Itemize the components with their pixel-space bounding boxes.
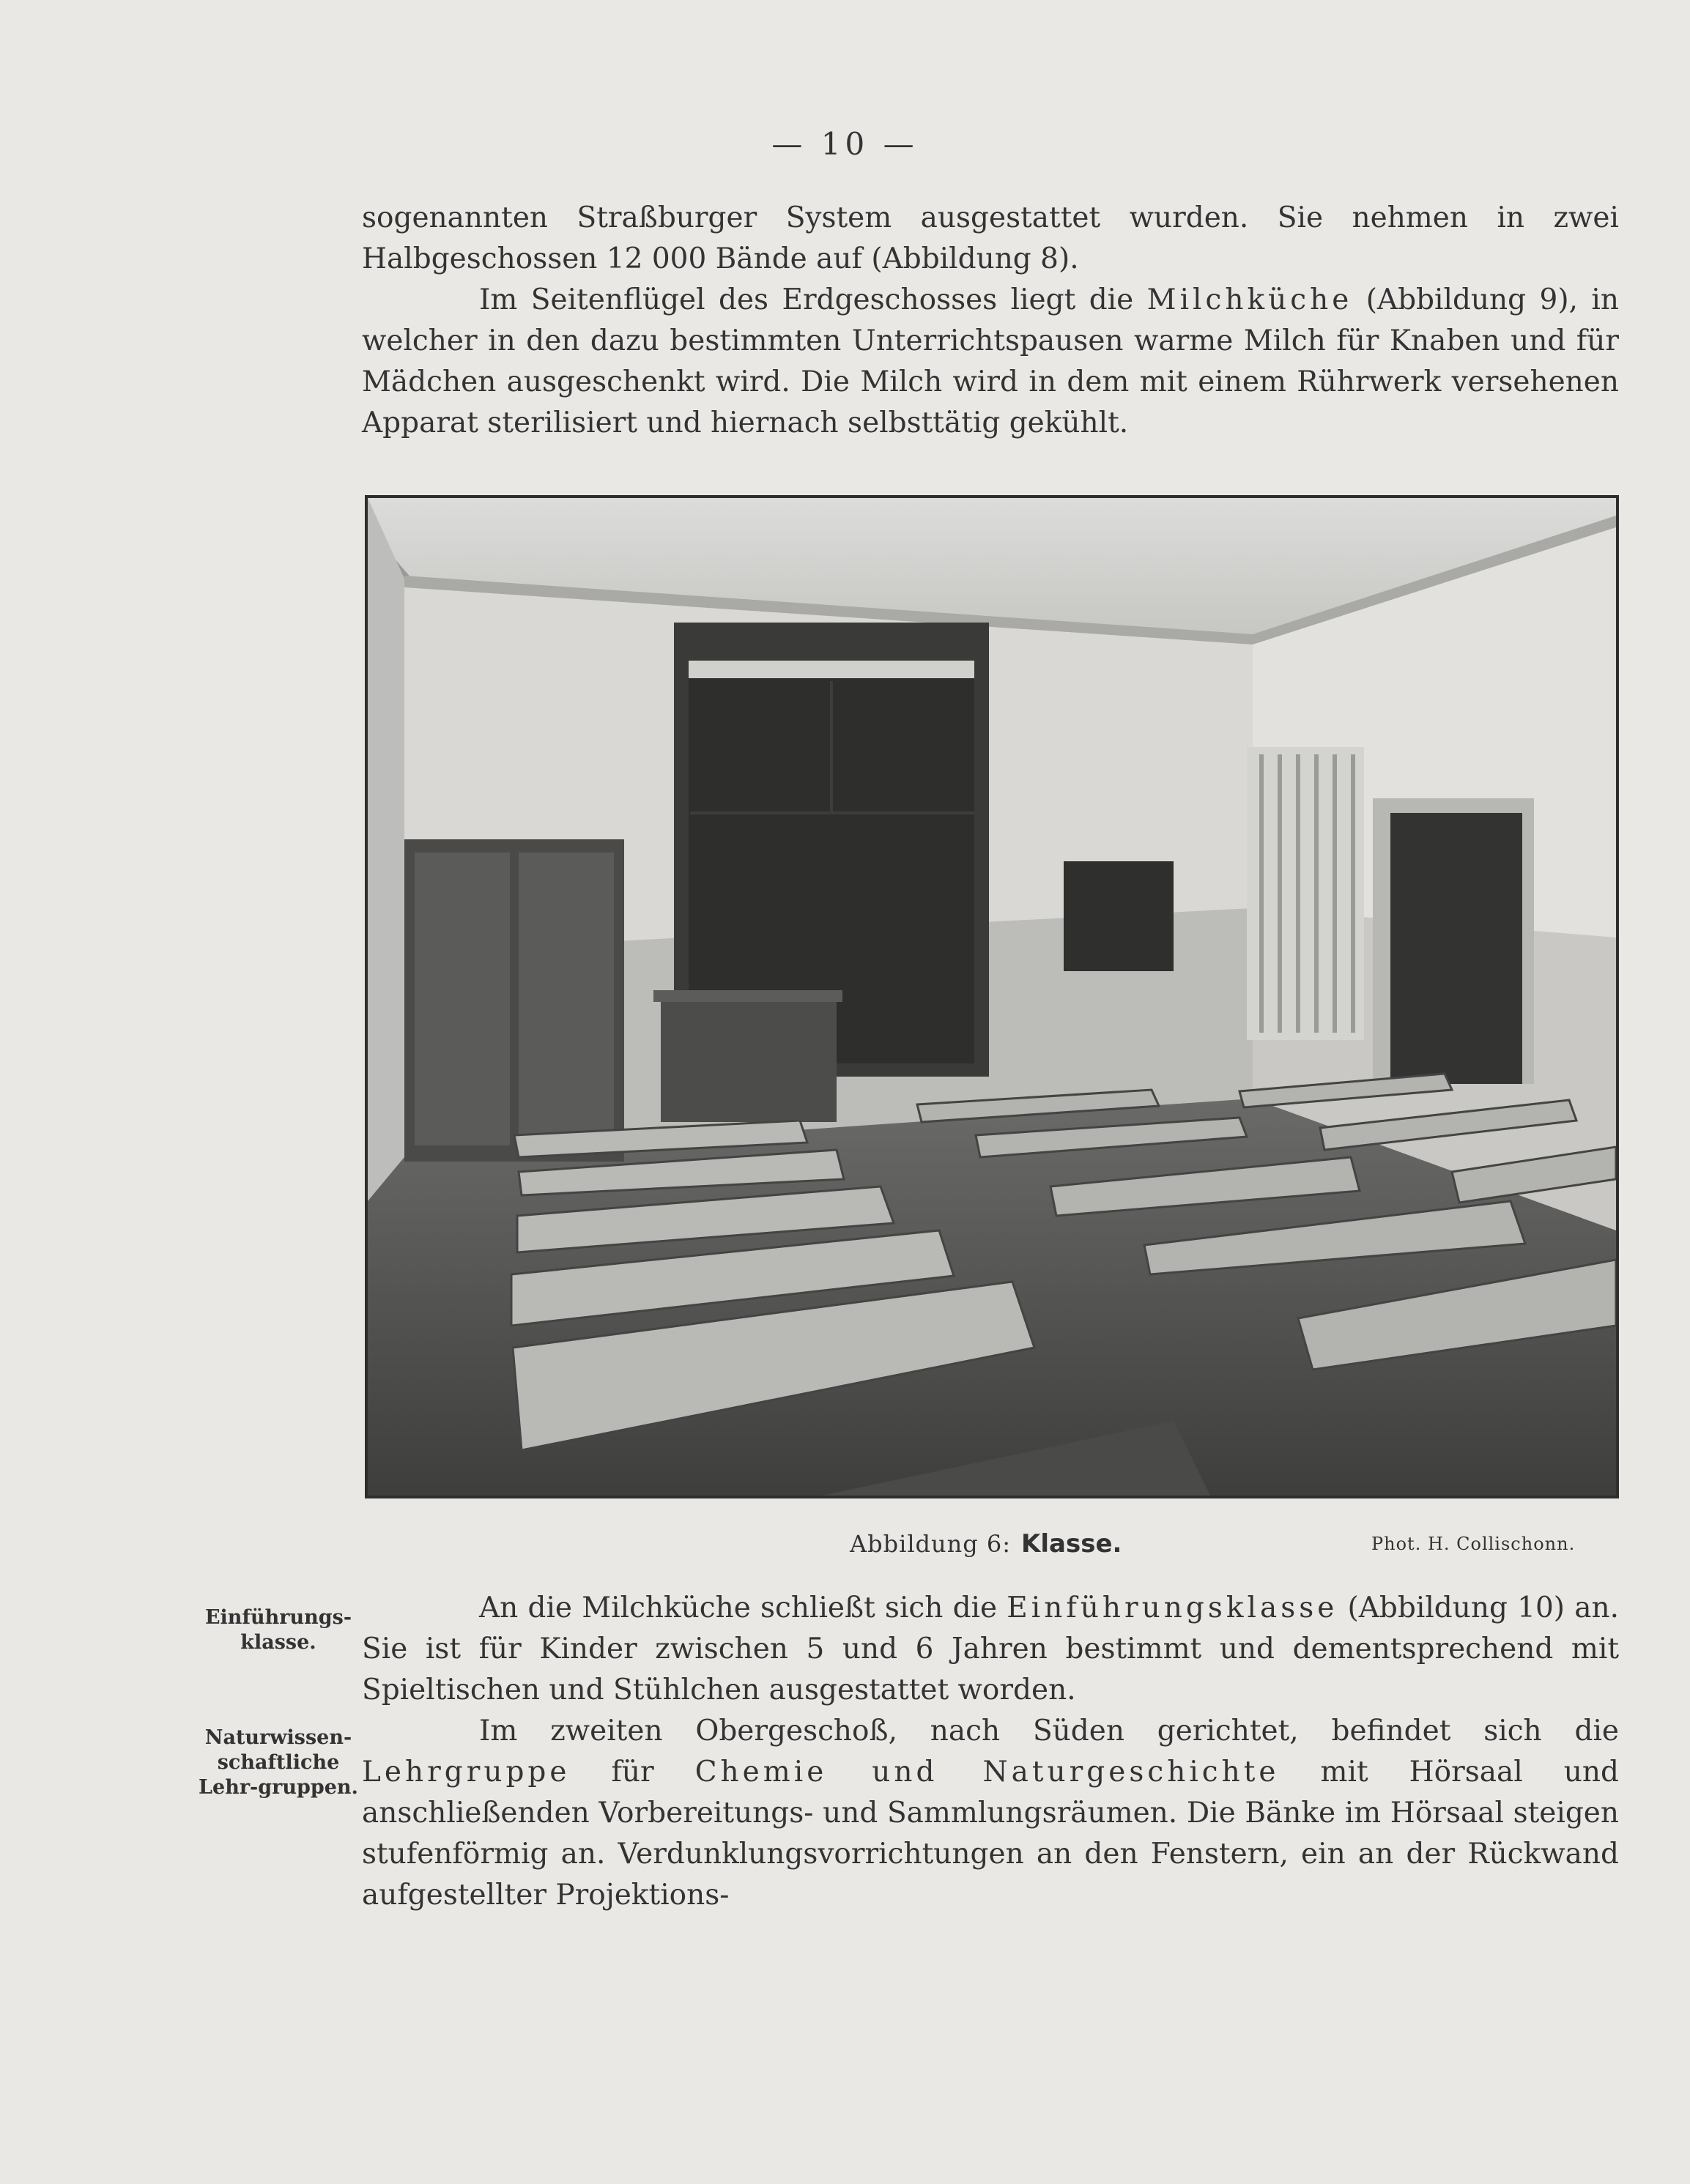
paragraph-4-text-c: mit Hörsaal und anschließenden Vorbereitungs- und Sammlungsräumen. Die Bänke im Hörsaal steigen stufenförmig an. Verdunklungsvorrichtungen an den Fenstern, ein an der Rückwand aufgestellter Projektions- [362, 1756, 1619, 1912]
paragraph-3-text-a: An die Milchküche schließt sich die [479, 1591, 1007, 1624]
paragraph-1-text: sogenannten Straßburger System ausgestattet wurden. Sie nehmen in zwei Halbgeschossen 12 000 Bände auf (Abbildung 8). [362, 201, 1619, 275]
paragraph-4 [362, 1711, 1619, 1916]
photo-credit: Phot. H. Collischonn. [1371, 1534, 1576, 1554]
paragraph-2-text-a: Im Seitenflügel des Erdgeschosses liegt die [479, 283, 1147, 316]
paragraph-4-emphasis-2: Chemie und Naturgeschichte [694, 1756, 1280, 1789]
margin-note-einfuehrungsklasse: Einführungs-klasse. [204, 1606, 352, 1654]
paragraph-3 [362, 1588, 1619, 1711]
classroom-photograph [365, 495, 1619, 1498]
body-text [362, 1588, 1619, 1916]
paragraph-4-text-b: für [570, 1756, 695, 1789]
paragraph-2-emphasis: Milchküche [1146, 283, 1353, 316]
paragraph-4-text-a: Im zweiten Obergeschoß, nach Süden gerichtet, befindet sich die [479, 1715, 1619, 1747]
figure-title: Klasse. [1021, 1529, 1122, 1559]
paragraph-3-text-b: (Abbildung 10) an. Sie ist für Kinder zwischen 5 und 6 Jahren bestimmt und dementsprechend mit Spieltischen und Stühlchen ausgestattet worden. [362, 1591, 1619, 1706]
paragraph-4-emphasis-1: Lehrgruppe [362, 1756, 571, 1789]
intro-text [362, 198, 1619, 444]
figure-label: Abbildung 6: [850, 1530, 1012, 1558]
margin-note-naturwissenschaftliche-lehrgruppen: Naturwissen-schaftliche Lehr-gruppen. [199, 1726, 358, 1799]
paragraph-3-emphasis: Einführungsklasse [1007, 1591, 1338, 1624]
page-number: — 10 — [771, 126, 919, 162]
figure-caption [850, 1529, 1122, 1559]
paragraph-2-text-b: (Abbildung 9), in welcher in den dazu bestimmten Unterrichtspausen warme Milch für Knaben und für Mädchen ausgeschenkt wird. Die Milch wird in dem mit einem Rührwerk versehenen Apparat sterilisiert und hiernach selbsttätig gekühlt. [362, 283, 1619, 439]
classroom-photo-illustration [368, 498, 1616, 1496]
paragraph-1 [362, 198, 1619, 280]
paragraph-2 [362, 280, 1619, 444]
